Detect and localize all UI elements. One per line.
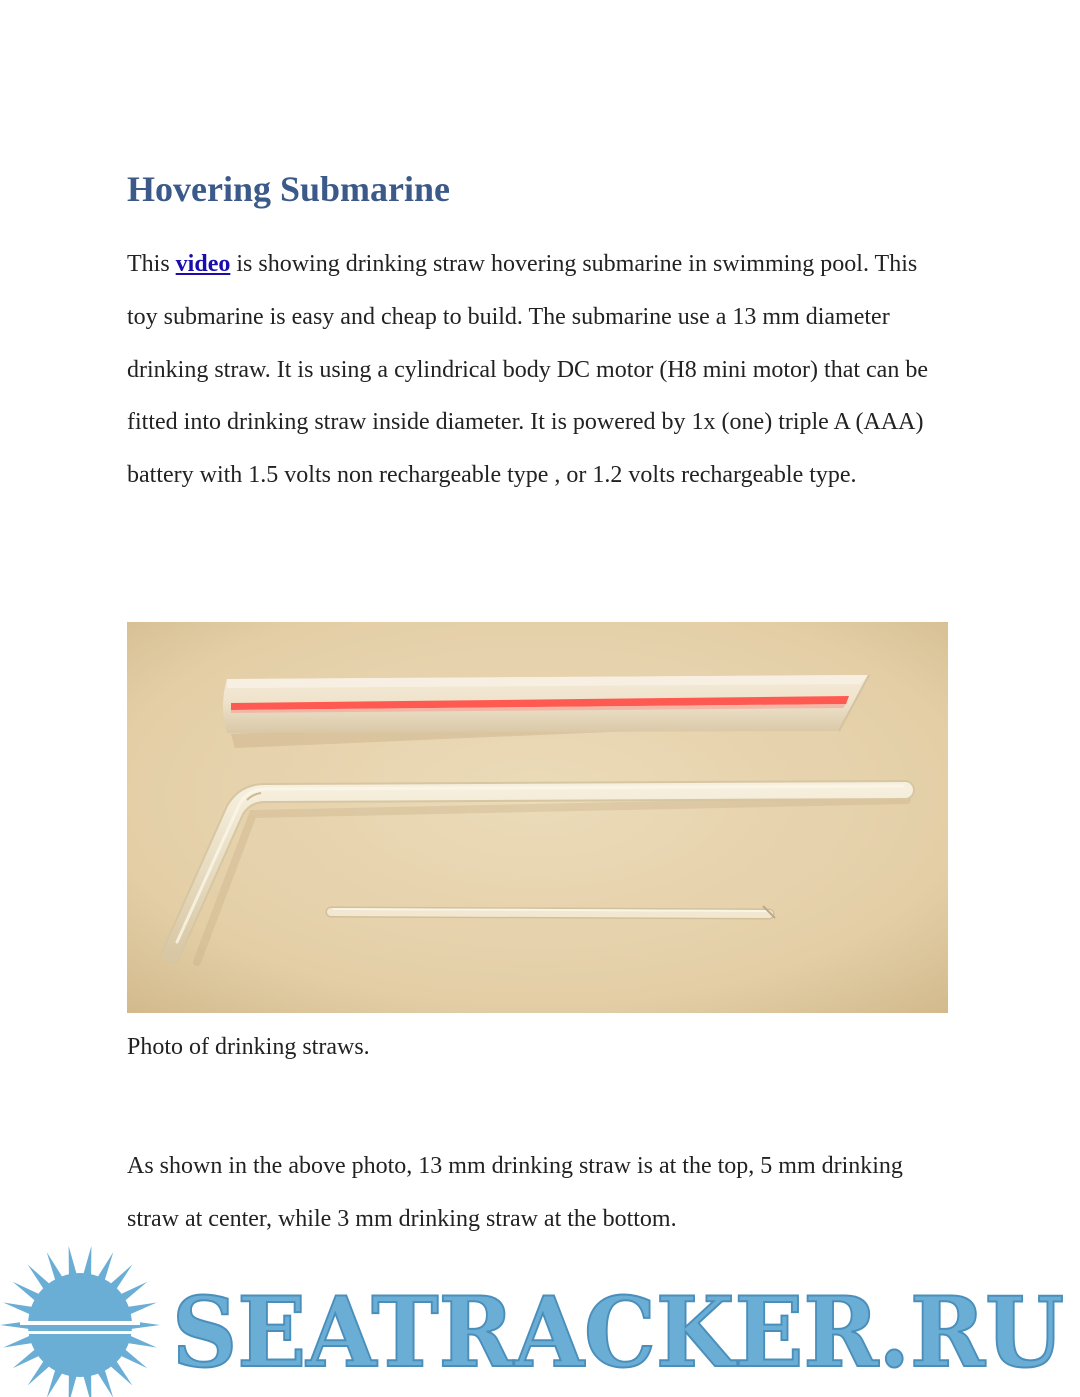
seatracker-watermark (0, 1238, 1080, 1397)
followup-paragraph: As shown in the above photo, 13 mm drinking straw is at the top, 5 mm drinking straw at center, while 3 mm drinking straw at the bottom. (127, 1153, 903, 1232)
drinking-straws-photo (127, 622, 948, 1013)
intro-text: is showing drinking straw hovering submarine in swimming pool. This toy submarine is easy and cheap to build. The submarine use a 13 mm diameter drinking straw. It is using a cylindrical body DC motor (H8 mini motor) that can be fitted into drinking straw inside diameter. It is powered by 1x (one) triple A (AAA) battery with 1.5 volts non rechargeable type , or 1.2 volts rechargeable type. (127, 251, 928, 489)
photo-caption: Photo of drinking straws. (127, 1034, 370, 1060)
watermark-text: SEATRACKER.RU (172, 1276, 1064, 1389)
intro-prefix: This (127, 251, 176, 277)
sun-logo-icon (0, 1246, 160, 1397)
intro-paragraph (127, 238, 949, 502)
straw-13mm (223, 675, 869, 733)
page-title: Hovering Submarine (127, 169, 451, 209)
video-link[interactable]: video (175, 251, 231, 277)
